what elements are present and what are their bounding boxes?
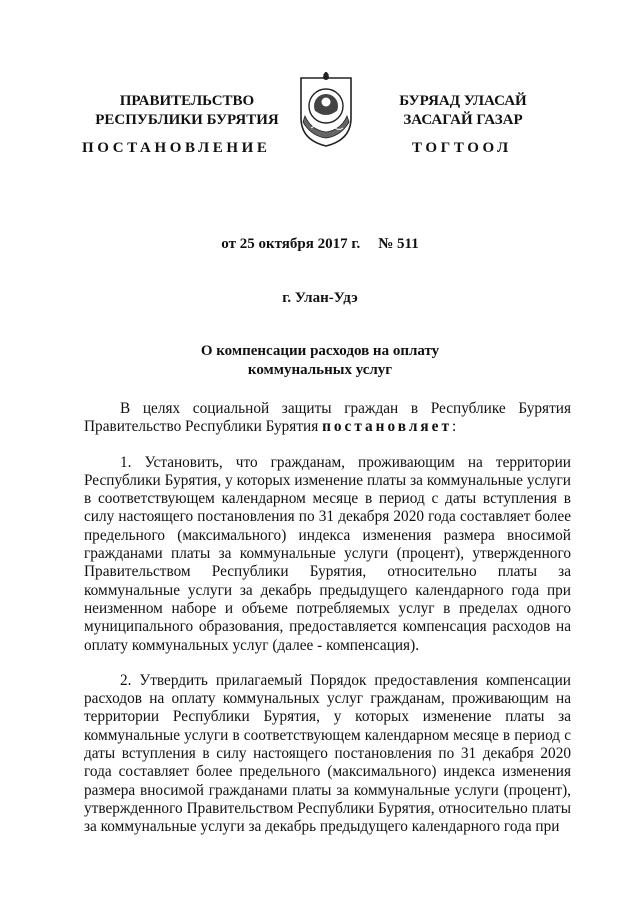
decree-date: от 25 октября 2017 г.	[221, 236, 361, 252]
coat-of-arms-icon	[297, 72, 355, 148]
decree-title-line2: коммунальных услуг	[247, 362, 393, 378]
decree-date-number	[0, 235, 640, 254]
paragraph-2: 2. Утвердить прилагаемый Порядок предоставления компенсации расходов на оплату коммунальных услуг гражданам, проживающим на территории Республики Бурятия, у которых изменение платы за коммунальные услуги в соответствующем календарном месяце в период с даты вступления в силу настоящего постановления по 31 декабря 2020 года составляет более предельного (максимального) индекса изменения размера вносимой гражданами платы за коммунальные услуги (процент), утвержденного Правительством Республики Бурятия, относительно платы за коммунальные услуги за декабрь предыдущего календарного года при	[84, 671, 571, 836]
decree-title	[0, 342, 640, 380]
intro-colon: :	[451, 418, 457, 436]
issuer-buryat	[368, 92, 558, 130]
decree-body	[84, 400, 571, 854]
doc-type-buryat: ТОГТООЛ	[412, 140, 512, 156]
decree-keyword: постановляет	[322, 418, 452, 436]
decree-title-line1: О компенсации расходов на оплату	[200, 343, 440, 359]
intro-paragraph	[84, 400, 571, 437]
decree-number: № 511	[378, 236, 419, 252]
decree-city: г. Улан-Удэ	[282, 290, 358, 306]
issuer-buryat-line2: ЗАСАГАЙ ГАЗАР	[403, 112, 523, 128]
issuer-russian-line2: РЕСПУБЛИКИ БУРЯТИЯ	[95, 112, 279, 128]
paragraph-1: 1. Установить, что гражданам, проживающим на территории Республики Бурятия, у которых изменение платы за коммунальные услуги в соответствующем календарном месяце в период с даты вступления в силу настоящего постановления по 31 декабря 2020 года составляет более предельного (максимального) индекса изменения размера вносимой гражданами платы за коммунальные услуги (процент), утвержденного Правительством Республики Бурятия, относительно платы за коммунальные услуги за декабрь предыдущего календарного года при неизменном наборе и объеме потребляемых услуг в пределах одного муниципального образования, предоставляется компенсация расходов на оплату коммунальных услуг (далее - компенсация).	[84, 453, 571, 654]
issuer-russian-line1: ПРАВИТЕЛЬСТВО	[119, 93, 255, 109]
doc-type-russian: ПОСТАНОВЛЕНИЕ	[82, 140, 271, 156]
issuer-buryat-line1: БУРЯАД УЛАСАЙ	[399, 93, 527, 109]
intro-text: В целях социальной защиты граждан в Республике Бурятия Правительство Республики Бурятия	[84, 400, 571, 436]
issuer-russian	[84, 92, 290, 130]
